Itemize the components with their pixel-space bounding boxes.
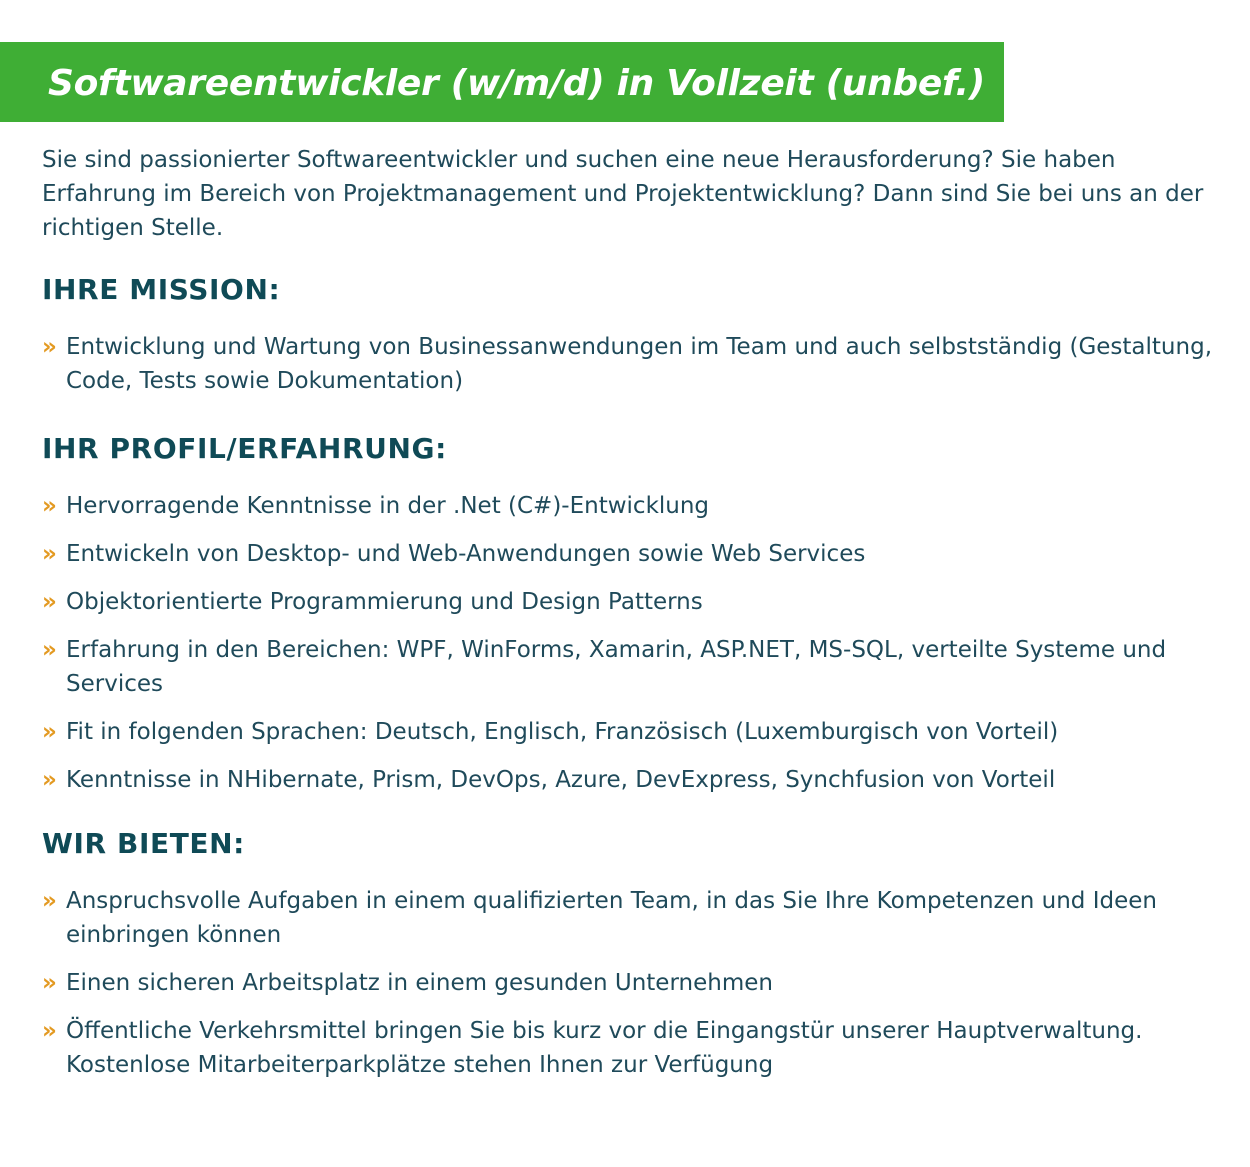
chevron-right-icon: » — [42, 334, 57, 360]
list-item-text: Fit in folgenden Sprachen: Deutsch, Englisch, Französisch (Luxemburgisch von Vorteil) — [66, 719, 1059, 745]
chevron-right-icon: » — [42, 589, 57, 615]
offer-list — [42, 884, 1222, 1082]
chevron-right-icon: » — [42, 888, 57, 914]
intro-paragraph: Sie sind passionierter Softwareentwickler und suchen eine neue Herausforderung? Sie haben Erfahrung im Bereich von Projektmanagement und Projektentwicklung? Dann sind Sie bei uns an der richtigen Stelle. — [42, 147, 1204, 241]
list-item — [42, 715, 1222, 749]
list-item — [42, 633, 1222, 701]
list-item — [42, 966, 1222, 1000]
chevron-right-icon: » — [42, 1018, 57, 1044]
chevron-right-icon: » — [42, 541, 57, 567]
page-title: Softwareentwickler (w/m/d) in Vollzeit (unbef.) — [48, 63, 985, 104]
section-heading-profile: IHR PROFIL/ERFAHRUNG: — [42, 432, 447, 465]
chevron-right-icon: » — [42, 767, 57, 793]
list-item-text: Entwicklung und Wartung von Businessanwendungen im Team und auch selbstständig (Gestaltung, Code, Tests sowie Dokumentation) — [66, 334, 1213, 394]
chevron-right-icon: » — [42, 637, 57, 663]
chevron-right-icon: » — [42, 970, 57, 996]
profile-list — [42, 489, 1222, 797]
list-item-text: Erfahrung in den Bereichen: WPF, WinForms, Xamarin, ASP.NET, MS-SQL, verteilte Systeme und Services — [66, 637, 1167, 697]
list-item — [42, 1014, 1222, 1082]
title-banner — [0, 42, 1004, 122]
list-item-text: Öffentliche Verkehrsmittel bringen Sie bis kurz vor die Eingangstür unserer Hauptverwaltung. Kostenlose Mitarbeiterparkplätze stehen Ihnen zur Verfügung — [66, 1018, 1143, 1078]
list-item — [42, 585, 1222, 619]
mission-list — [42, 330, 1222, 398]
job-description — [42, 143, 1222, 1096]
list-item — [42, 330, 1222, 398]
list-item-text: Anspruchsvolle Aufgaben in einem qualifizierten Team, in das Sie Ihre Kompetenzen und Ideen einbringen können — [66, 888, 1157, 948]
list-item — [42, 763, 1222, 797]
chevron-right-icon: » — [42, 719, 57, 745]
list-item-text: Hervorragende Kenntnisse in der .Net (C#)-Entwicklung — [66, 493, 710, 519]
list-item-text: Einen sicheren Arbeitsplatz in einem gesunden Unternehmen — [66, 970, 773, 996]
section-heading-mission: IHRE MISSION: — [42, 273, 281, 306]
list-item — [42, 537, 1222, 571]
section-heading-offer: WIR BIETEN: — [42, 827, 245, 860]
list-item — [42, 884, 1222, 952]
list-item-text: Entwickeln von Desktop- und Web-Anwendungen sowie Web Services — [66, 541, 866, 567]
list-item-text: Objektorientierte Programmierung und Design Patterns — [66, 589, 703, 615]
list-item — [42, 489, 1222, 523]
list-item-text: Kenntnisse in NHibernate, Prism, DevOps, Azure, DevExpress, Synchfusion von Vorteil — [66, 767, 1056, 793]
chevron-right-icon: » — [42, 493, 57, 519]
